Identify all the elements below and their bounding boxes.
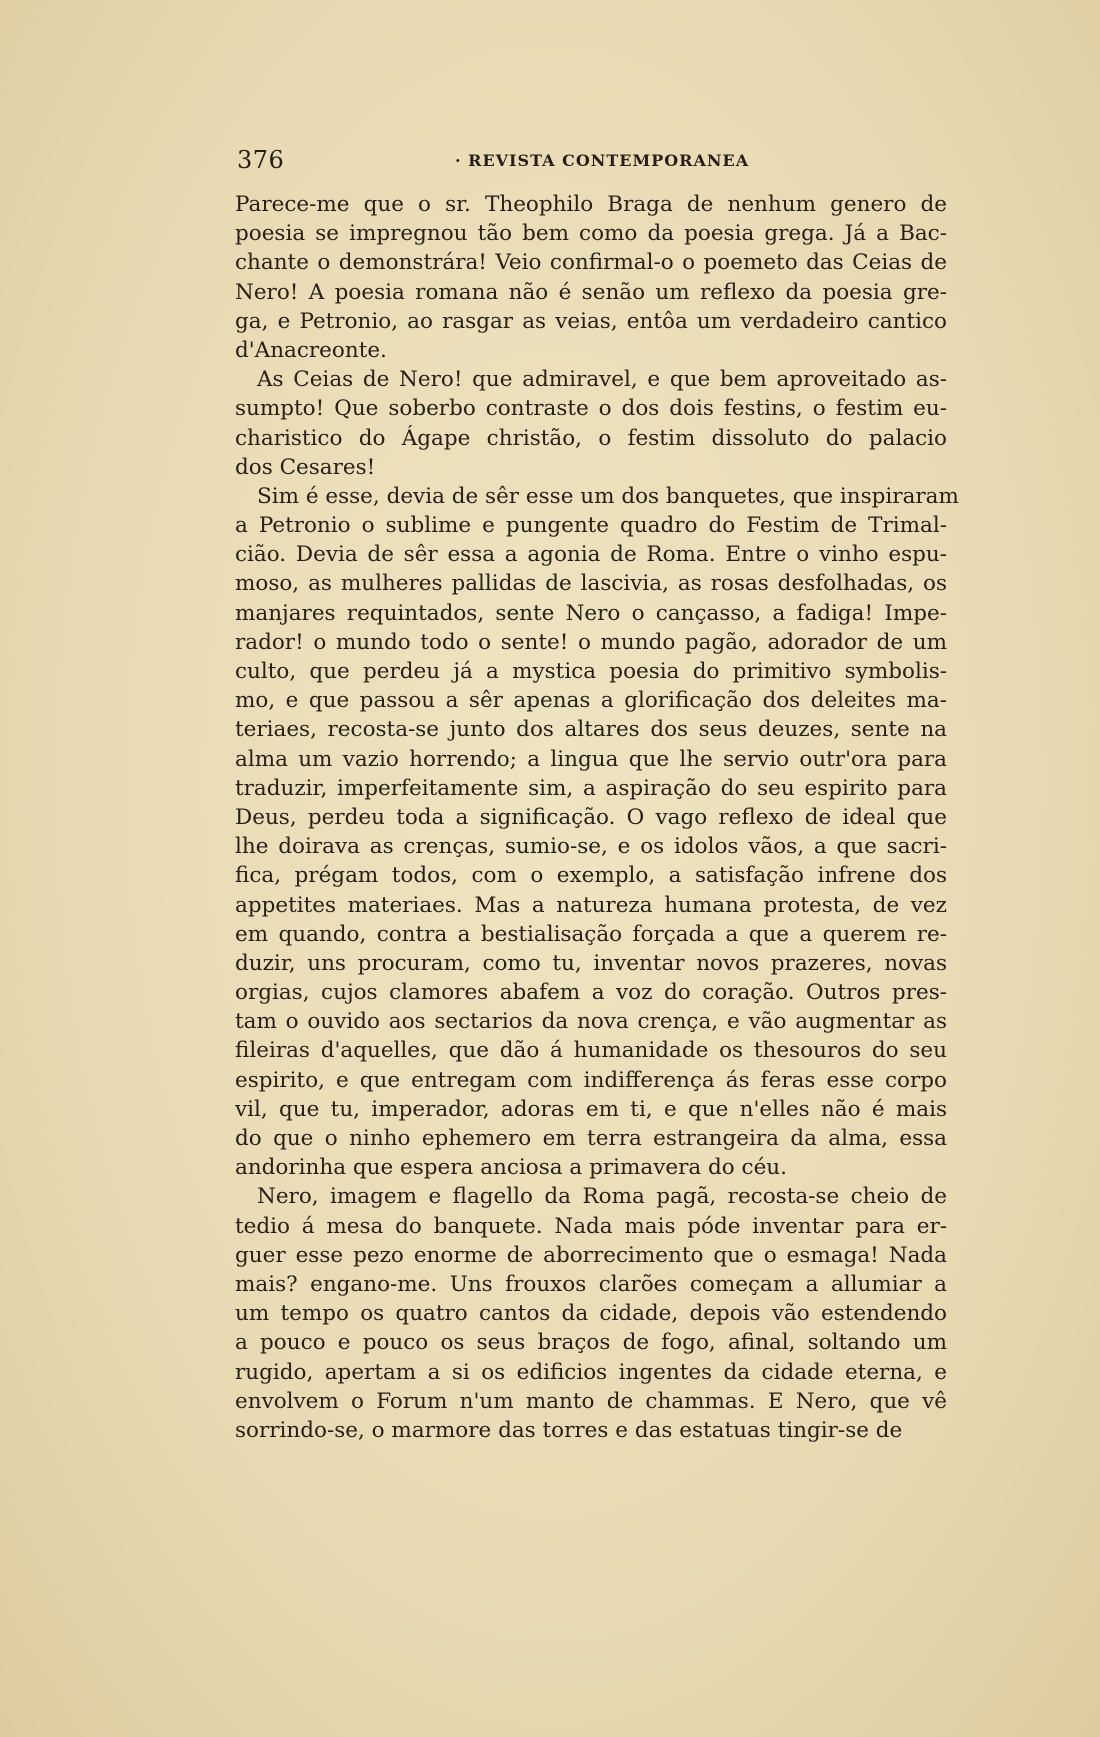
text-line: As Ceias de Nero! que admiravel, e que bem aproveitado as-	[257, 367, 947, 393]
running-head: · REVISTA CONTEMPORANEA	[455, 151, 750, 170]
text-line: tam o ouvido aos sectarios da nova crença, e vão augmentar as	[235, 1009, 947, 1035]
text-line: um tempo os quatro cantos da cidade, depois vão estendendo	[235, 1301, 947, 1327]
text-line: a Petronio o sublime e pungente quadro do Festim de Trimal-	[235, 513, 947, 539]
text-line: Nero, imagem e flagello da Roma pagã, recosta-se cheio de	[257, 1184, 947, 1210]
paragraph	[235, 1182, 947, 1445]
text-line: rador! o mundo todo o sente! o mundo pagão, adorador de um	[235, 629, 947, 655]
text-line: fileiras d'aquelles, que dão á humanidade os thesouros do seu	[235, 1038, 947, 1064]
text-line: do que o ninho ephemero em terra estrangeira da alma, essa	[235, 1126, 947, 1151]
text-line: moso, as mulheres pallidas de lascivia, as rosas desfolhadas, os	[235, 571, 947, 597]
text-line: sumpto! Que soberbo contraste o dos dois festins, o festim eu-	[235, 396, 947, 422]
text-line: mo, e que passou a sêr apenas a glorificação dos deleites ma-	[235, 688, 947, 714]
text-line: envolvem o Forum n'um manto de chammas. E Nero, que vê	[235, 1388, 947, 1414]
text-line: mais? engano-me. Uns frouxos clarões começam a allumiar a	[235, 1271, 947, 1297]
text-line: manjares requintados, sente Nero o cançasso, a fadiga! Impe-	[235, 600, 947, 626]
text-line: a pouco e pouco os seus braços de fogo, afinal, soltando um	[235, 1330, 947, 1356]
text-line: lhe doirava as crenças, sumio-se, e os idolos vãos, a que sacri-	[235, 834, 947, 860]
text-line: vil, que tu, imperador, adoras em ti, e que n'elles não é mais	[235, 1096, 947, 1122]
body-text	[235, 190, 959, 1445]
text-line: traduzir, imperfeitamente sim, a aspiração do seu espirito para	[235, 775, 947, 801]
text-line: cião. Devia de sêr essa a agonia de Roma. Entre o vinho espu-	[235, 542, 947, 568]
page-header	[237, 146, 947, 178]
text-line: em quando, contra a bestialisação forçada a que a querem re-	[235, 921, 947, 947]
text-line: orgias, cujos clamores abafem a voz do coração. Outros pres-	[235, 980, 947, 1006]
text-line: Parece-me que o sr. Theophilo Braga de nenhum genero de	[235, 192, 947, 217]
text-line: ga, e Petronio, ao rasgar as veias, entôa um verdadeiro cantico	[235, 308, 947, 334]
text-line: Deus, perdeu toda a significação. O vago reflexo de ideal que	[235, 804, 947, 830]
text-line: guer esse pezo enorme de aborrecimento que o esmaga! Nada	[235, 1242, 947, 1268]
text-line: tedio á mesa do banquete. Nada mais póde inventar para er-	[235, 1213, 947, 1239]
text-line: chante o demonstrára! Veio confirmal-o o poemeto das Ceias de	[235, 250, 947, 276]
text-line: Nero! A poesia romana não é senão um reflexo da poesia gre-	[235, 279, 947, 305]
text-line: dos Cesares!	[235, 454, 376, 480]
text-line: espirito, e que entregam com indifferença ás feras esse corpo	[235, 1067, 947, 1093]
text-line: alma um vazio horrendo; a lingua que lhe servio outr'ora para	[235, 746, 947, 772]
text-line: andorinha que espera anciosa a primavera do céu.	[235, 1155, 787, 1181]
text-line: charistico do Ágape christão, o festim dissoluto do palacio	[235, 425, 947, 451]
text-line: poesia se impregnou tão bem como da poesia grega. Já a Bac-	[235, 221, 947, 247]
text-line: d'Anacreonte.	[235, 337, 387, 363]
text-line: rugido, apertam a si os edificios ingentes da cidade eterna, e	[235, 1359, 947, 1385]
paragraph	[235, 365, 947, 482]
text-line: duzir, uns procuram, como tu, inventar novos prazeres, novas	[235, 950, 947, 976]
text-line: Sim é esse, devia de sêr esse um dos banquetes, que inspiraram	[257, 483, 959, 509]
text-line: sorrindo-se, o marmore das torres e das estatuas tingir-se de	[235, 1417, 903, 1443]
paragraph	[235, 482, 959, 1183]
text-line: fica, prégam todos, com o exemplo, a satisfação infrene dos	[235, 863, 947, 889]
text-line: teriaes, recosta-se junto dos altares dos seus deuzes, sente na	[235, 717, 947, 743]
text-line: culto, que perdeu já a mystica poesia do primitivo symbolis-	[235, 659, 947, 684]
text-line: appetites materiaes. Mas a natureza humana protesta, de vez	[235, 892, 947, 918]
paragraph	[235, 190, 947, 365]
page-number: 376	[237, 146, 285, 174]
